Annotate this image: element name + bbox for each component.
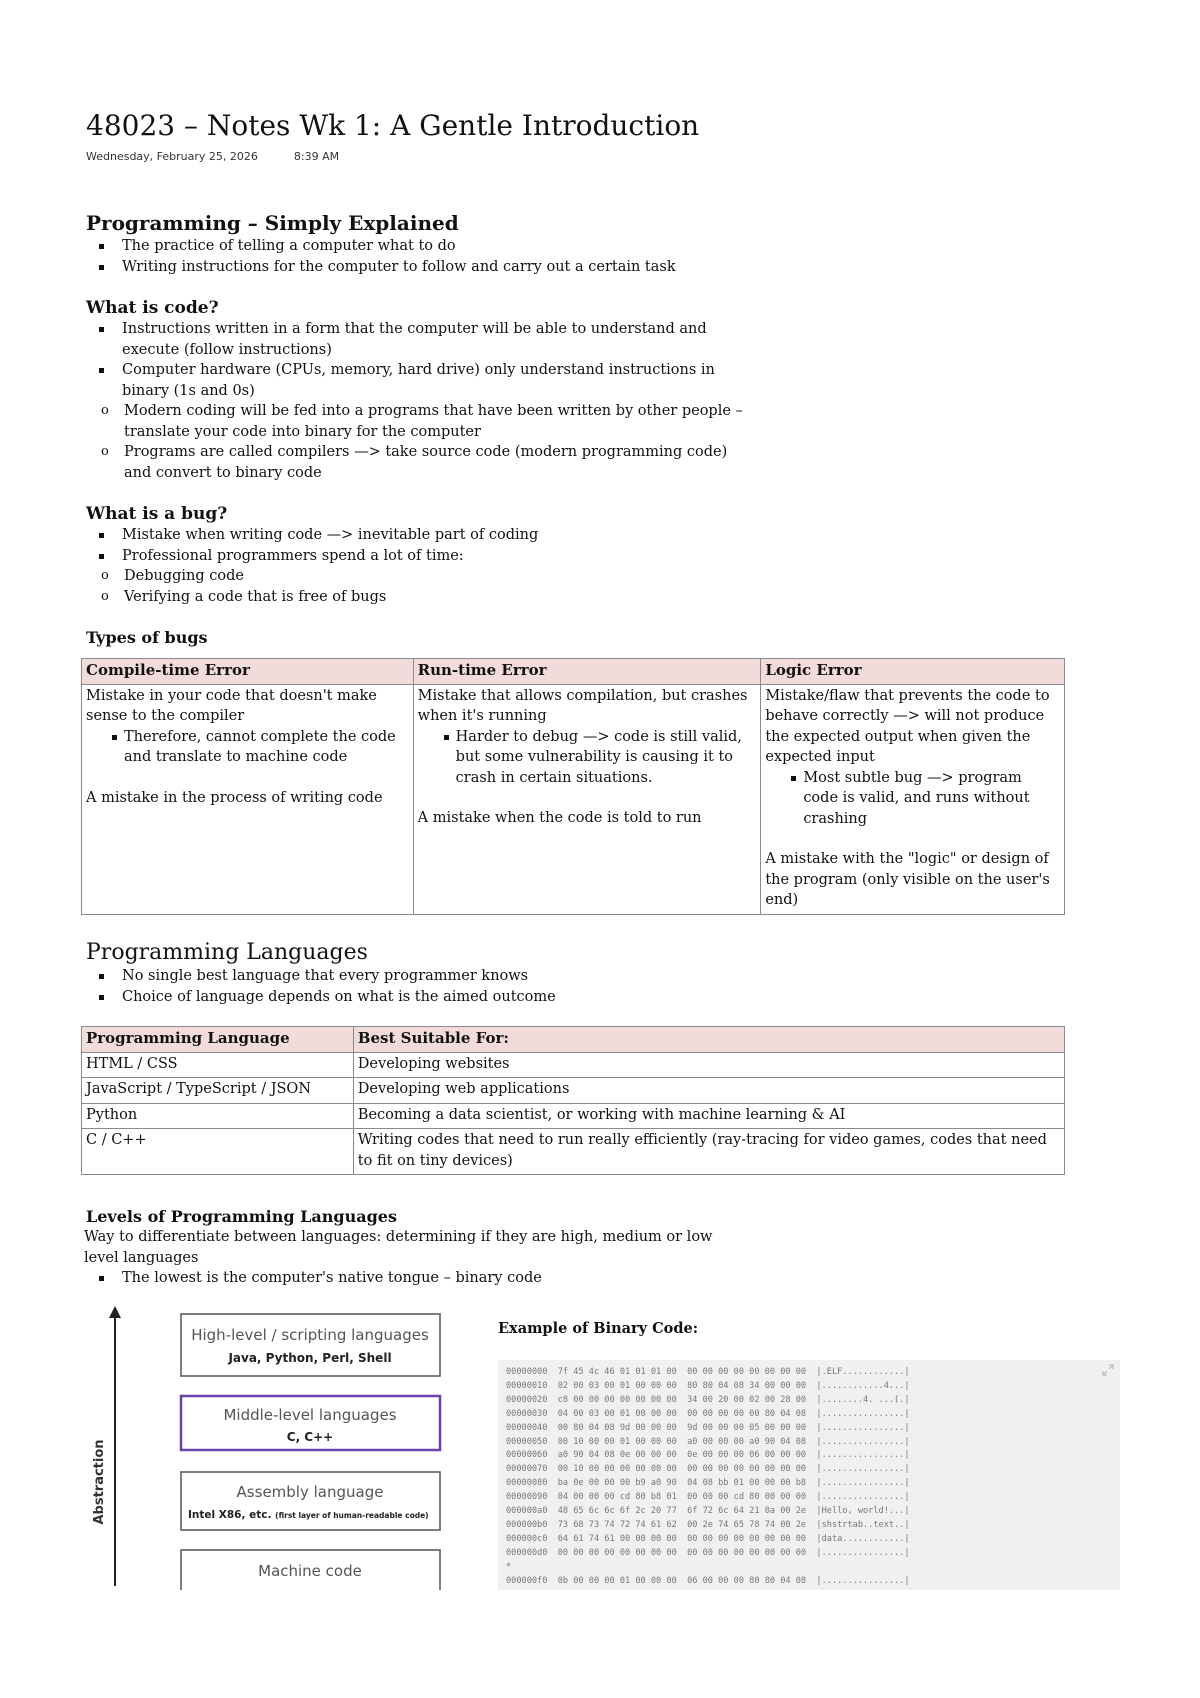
level-box-high [181, 1314, 440, 1376]
table-header: Best Suitable For: [353, 1027, 1064, 1053]
cell-bullet: Therefore, cannot complete the code and translate to machine code [86, 727, 409, 768]
binary-line: 00000050 00 10 00 00 01 00 00 00 a0 00 00 00 a0 90 04 08 |................| [506, 1436, 910, 1447]
table-header-row [82, 659, 1065, 685]
binary-line: 00000070 00 10 00 00 00 00 00 00 00 00 00 00 00 00 00 00 |................| [506, 1464, 910, 1475]
cell-bullet: Most subtle bug —> program code is valid, and runs without crashing [765, 768, 1060, 830]
sub-list-item: o Debugging code [86, 566, 746, 587]
table-header: Compile-time Error [82, 659, 414, 685]
list-item [86, 360, 746, 483]
section-heading: Types of bugs [86, 628, 208, 647]
binary-line: 00000080 ba 0e 00 00 00 b9 a0 90 04 08 bb 01 00 00 00 b8 |................| [506, 1478, 910, 1489]
level-box-assembly [181, 1472, 440, 1530]
binary-line: 00000000 7f 45 4c 46 01 01 01 00 00 00 00 00 00 00 00 00 |.ELF............| [506, 1367, 910, 1377]
binary-line: 00000090 04 00 00 00 cd 80 b8 01 00 00 00 cd 80 00 00 00 |................| [506, 1492, 910, 1503]
level-box-note: (first layer of human-readable code) [275, 1511, 429, 1520]
cell-summary: A mistake in the process of writing code [86, 789, 383, 806]
binary-line: 00000020 c8 00 00 00 00 00 00 00 34 00 20 00 02 00 28 00 |........4. ...(.| [506, 1394, 910, 1405]
page-title: 48023 – Notes Wk 1: A Gentle Introduction [86, 109, 700, 142]
page-date: Wednesday, February 25, 2026 [86, 150, 258, 163]
binary-code-image [498, 1360, 1120, 1590]
section-heading: What is a bug? [86, 504, 228, 524]
bug-types-table [81, 658, 1065, 915]
list-item: Instructions written in a form that the computer will be able to understand and execute (follow instructions) [86, 319, 746, 360]
page-time: 8:39 AM [293, 150, 340, 163]
list-item-text: Professional programmers spend a lot of time: [122, 547, 464, 564]
table-cell: Writing codes that need to run really efficiently (ray-tracing for video games, codes that need to fit on tiny devices) [353, 1129, 1064, 1175]
sub-list-item: o Verifying a code that is free of bugs [86, 587, 746, 608]
table-cell: Becoming a data scientist, or working with machine learning & AI [353, 1103, 1064, 1129]
list-item: The lowest is the computer's native tongue – binary code [86, 1268, 726, 1289]
table-row [82, 1103, 1065, 1129]
table-header-row [82, 1027, 1065, 1053]
table-row [82, 684, 1065, 914]
table-cell [761, 684, 1065, 914]
cell-text: Mistake in your code that doesn't make sense to the compiler [86, 687, 377, 724]
section-languages [86, 940, 786, 1007]
section-levels [86, 1206, 726, 1289]
table-cell: Developing websites [353, 1052, 1064, 1078]
section-heading: Programming Languages [86, 940, 368, 965]
binary-heading [498, 1318, 698, 1339]
binary-line: 000000c0 64 61 74 61 00 00 00 00 00 00 00 00 00 00 00 00 |data............| [506, 1533, 910, 1544]
table-header: Logic Error [761, 659, 1065, 685]
level-box-sub: Java, Python, Perl, Shell [228, 1351, 392, 1365]
binary-line: 00000060 a0 90 04 08 0e 00 00 00 0e 00 00 00 06 00 00 00 |................| [506, 1450, 910, 1461]
section-heading: Levels of Programming Languages [86, 1207, 397, 1226]
table-cell: Python [82, 1103, 354, 1129]
binary-line: 00000010 02 00 03 00 01 00 00 00 80 80 04 08 34 00 00 00 |............4...| [506, 1380, 910, 1391]
binary-line: * [506, 1561, 512, 1572]
section-heading: What is code? [86, 298, 219, 318]
level-box-sub-main: Intel X86, etc. [188, 1509, 272, 1521]
list-item [86, 546, 746, 608]
table-cell [413, 684, 761, 914]
section-heading: Programming – Simply Explained [86, 211, 459, 235]
list-item: The practice of telling a computer what to do [86, 236, 746, 257]
cell-text: Mistake that allows compilation, but crashes when it's running [417, 687, 748, 724]
binary-line: 000000f0 0b 00 00 00 01 00 00 00 06 00 00 00 80 80 04 08 |................| [506, 1575, 910, 1586]
table-row [82, 1078, 1065, 1104]
level-box-sub: C, C++ [286, 1430, 334, 1444]
list-item: No single best language that every programmer knows [86, 966, 786, 987]
section-intro: Way to differentiate between languages: determining if they are high, medium or low level languages [84, 1229, 713, 1266]
cell-summary: A mistake when the code is told to run [417, 810, 702, 826]
sub-list-item: o Programs are called compilers —> take source code (modern programming code) and convert to binary code [86, 442, 746, 483]
table-cell: HTML / CSS [82, 1052, 354, 1078]
abstraction-diagram [80, 1304, 460, 1590]
level-box-title: Machine code [258, 1562, 362, 1580]
expand-icon[interactable] [1102, 1364, 1114, 1376]
list-item: Mistake when writing code —> inevitable part of coding [86, 525, 746, 546]
table-cell: Developing web applications [353, 1078, 1064, 1104]
page-timestamp [86, 150, 375, 163]
binary-line: 00000040 00 80 04 08 9d 00 00 00 9d 00 00 00 05 00 00 00 |................| [506, 1422, 910, 1433]
table-header: Run-time Error [413, 659, 761, 685]
list-item-text: Computer hardware (CPUs, memory, hard drive) only understand instructions in binary (1s and 0s) [122, 362, 715, 399]
binary-line: 000000b0 73 68 73 74 72 74 61 62 00 2e 74 65 78 74 00 2e |shstrtab..text..| [506, 1519, 910, 1530]
list-item: Writing instructions for the computer to follow and carry out a certain task [86, 257, 746, 278]
binary-line: 000000a0 48 65 6c 6c 6f 2c 20 77 6f 72 6c 64 21 0a 00 2e |Hello, world!...| [506, 1506, 910, 1517]
table-cell: JavaScript / TypeScript / JSON [82, 1078, 354, 1104]
list-item: Choice of language depends on what is the aimed outcome [86, 987, 786, 1008]
arrow-up-icon [109, 1306, 121, 1318]
table-cell: C / C++ [82, 1129, 354, 1175]
level-box-title: High-level / scripting languages [191, 1326, 429, 1344]
table-row [82, 1052, 1065, 1078]
level-box-sub [188, 1509, 429, 1521]
level-box-title: Middle-level languages [223, 1406, 397, 1424]
section-programming [86, 210, 746, 648]
axis-label: Abstraction [92, 1439, 107, 1525]
languages-table [81, 1026, 1065, 1175]
table-header: Programming Language [82, 1027, 354, 1053]
table-row [82, 1129, 1065, 1175]
binary-line: 000000d0 00 00 00 00 00 00 00 00 00 00 00 00 00 00 00 00 |................| [506, 1547, 910, 1558]
cell-bullet: Harder to debug —> code is still valid, but some vulnerability is causing it to crash in certain situations. [418, 727, 757, 789]
binary-heading-text: Example of Binary Code: [498, 1320, 699, 1337]
cell-summary: A mistake with the "logic" or design of the program (only visible on the user's end) [765, 851, 1050, 908]
level-box-title: Assembly language [236, 1483, 384, 1501]
cell-text: Mistake/flaw that prevents the code to behave correctly —> will not produce the expected output when given the expected input [765, 687, 1050, 765]
sub-list-item: o Modern coding will be fed into a programs that have been written by other people – translate your code into binary for the computer [86, 401, 746, 442]
table-cell [82, 684, 414, 914]
binary-line: 00000030 04 00 03 00 01 00 00 00 00 00 00 00 00 80 04 08 |................| [506, 1408, 910, 1419]
